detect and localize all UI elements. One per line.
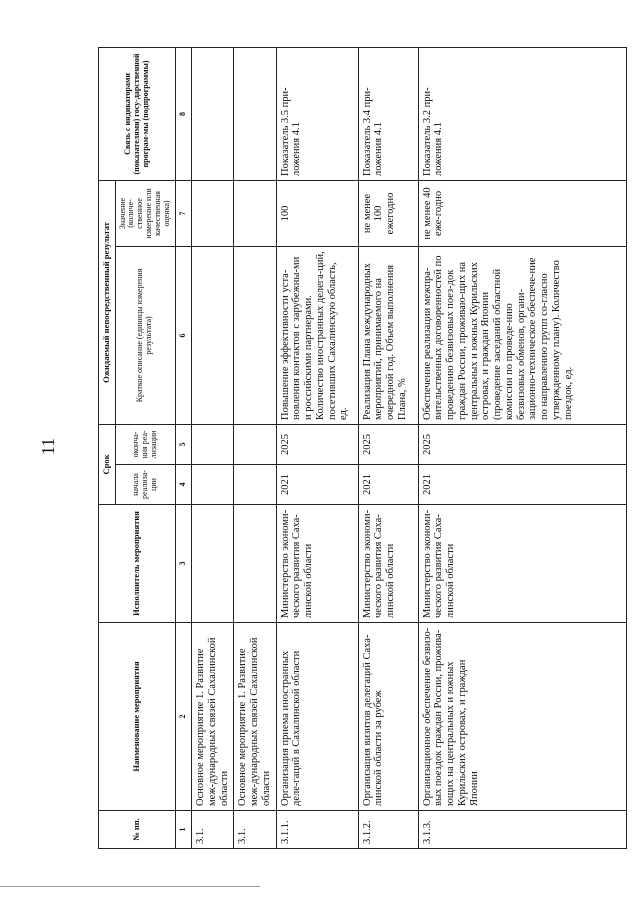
cell-name: Основное мероприятие 1. Развитие меж-дународных связей Сахалинской области — [192, 623, 234, 811]
cell-name: Организационное обеспечение безвизо-вых поездок граждан России, прожива-ющих на центральных и южных Курильских островах, и граждан Японии — [418, 623, 626, 811]
cell-link: Показатель 3.4 при-ложения 4.1 — [358, 47, 418, 180]
table-row — [234, 47, 276, 848]
cell-end: 2025 — [418, 424, 626, 464]
column-numbers-row — [176, 47, 192, 848]
cell-start — [192, 465, 234, 505]
cell-value: не менее 40 еже-годно — [418, 180, 626, 246]
cell-start: 2021 — [276, 465, 358, 505]
cell-value: не менее 100 ежегодно — [358, 180, 418, 246]
table-row — [276, 47, 358, 848]
page-number: 11 — [38, 437, 59, 456]
cell-value — [192, 180, 234, 246]
cell-executor: Министерство экономи-ческого развития Саха-линской области — [418, 505, 626, 623]
cell-executor: Министерство экономи-ческого развития Саха-линской области — [276, 505, 358, 623]
cell-num: 3.1.1. — [276, 811, 358, 849]
cell-end — [192, 424, 234, 464]
cell-num: 3.1.3. — [418, 811, 626, 849]
cell-name: Организация приема иностранных деле-гаций в Сахалинской области — [276, 623, 358, 811]
column-number: 4 — [176, 465, 192, 505]
cell-end: 2025 — [358, 424, 418, 464]
cell-link — [234, 47, 276, 180]
column-number: 2 — [176, 623, 192, 811]
table-row — [418, 47, 626, 848]
header-name: Наименование мероприятия — [99, 623, 176, 811]
cell-desc: Повышение эффективности уста-новления контактов с зарубежны-ми и российскими партнерами. Количество иностранных делега-ций, посетивших Сахалинскую область, ед. — [276, 246, 358, 424]
cell-end: 2025 — [276, 424, 358, 464]
table-row — [192, 47, 234, 848]
rotated-page-table — [98, 48, 627, 849]
header-link: Связь с индикаторами (показателями) госу-дарственной програм-мы (подпрограммы) — [99, 47, 176, 180]
cell-link: Показатель 3.5 при-ложения 4.1 — [276, 47, 358, 180]
cell-name: Организация визитов делегаций Саха-линской области за рубеж — [358, 623, 418, 811]
cell-num: 3.1. — [192, 811, 234, 849]
cell-num: 3.1. — [234, 811, 276, 849]
cell-value: 100 — [276, 180, 358, 246]
cell-link: Показатель 3.2 при-ложения 4.1 — [418, 47, 626, 180]
measures-table — [98, 47, 627, 849]
header-result: Ожидаемый непосредственный результат — [99, 180, 116, 424]
cell-num: 3.1.2. — [358, 811, 418, 849]
table-row — [358, 47, 418, 848]
header-term: Срок — [99, 424, 116, 504]
cell-link — [192, 47, 234, 180]
header-result-desc: Краткое описание (единицы измерения результата) — [115, 246, 176, 424]
bottom-divider — [0, 886, 260, 887]
header-executor: Исполнитель мероприятия — [99, 505, 176, 623]
cell-start: 2021 — [418, 465, 626, 505]
cell-desc — [192, 246, 234, 424]
column-number: 8 — [176, 47, 192, 180]
header-term-end: оконча-ния реа-лизации — [115, 424, 176, 464]
cell-name: Основное мероприятие 1. Развитие меж-дународных связей Сахалинской области — [234, 623, 276, 811]
column-number: 7 — [176, 180, 192, 246]
cell-start — [234, 465, 276, 505]
header-term-start: начала реализа-ции — [115, 465, 176, 505]
column-number: 3 — [176, 505, 192, 623]
cell-desc: Реализация Плана международных мероприятий, принимаемого на очередной год. Объем выполнения Плана, % — [358, 246, 418, 424]
column-number: 1 — [176, 811, 192, 849]
column-number: 6 — [176, 246, 192, 424]
cell-start: 2021 — [358, 465, 418, 505]
cell-value — [234, 180, 276, 246]
cell-executor — [234, 505, 276, 623]
column-number: 5 — [176, 424, 192, 464]
cell-executor — [192, 505, 234, 623]
cell-desc: Обеспечение реализации межпра-вительственных договоренностей по проведению безвизовых поез-док граждан России, проживаю-щих на центральных и южных Курильских островах, и граждан Японии (проведение заседаний областной комиссии по проведе-нию безвизовых обменов, органи-зационно-техническое обеспече-ние по направлению групп со-гласно утвержденному плану). Количество поездок, ед. — [418, 246, 626, 424]
header-num: № пп. — [99, 811, 176, 849]
cell-desc — [234, 246, 276, 424]
header-result-value: Значение (количе-ственное измерение или качественная оценка) — [115, 180, 176, 246]
cell-end — [234, 424, 276, 464]
cell-executor: Министерство экономи-ческого развития Саха-линской области — [358, 505, 418, 623]
